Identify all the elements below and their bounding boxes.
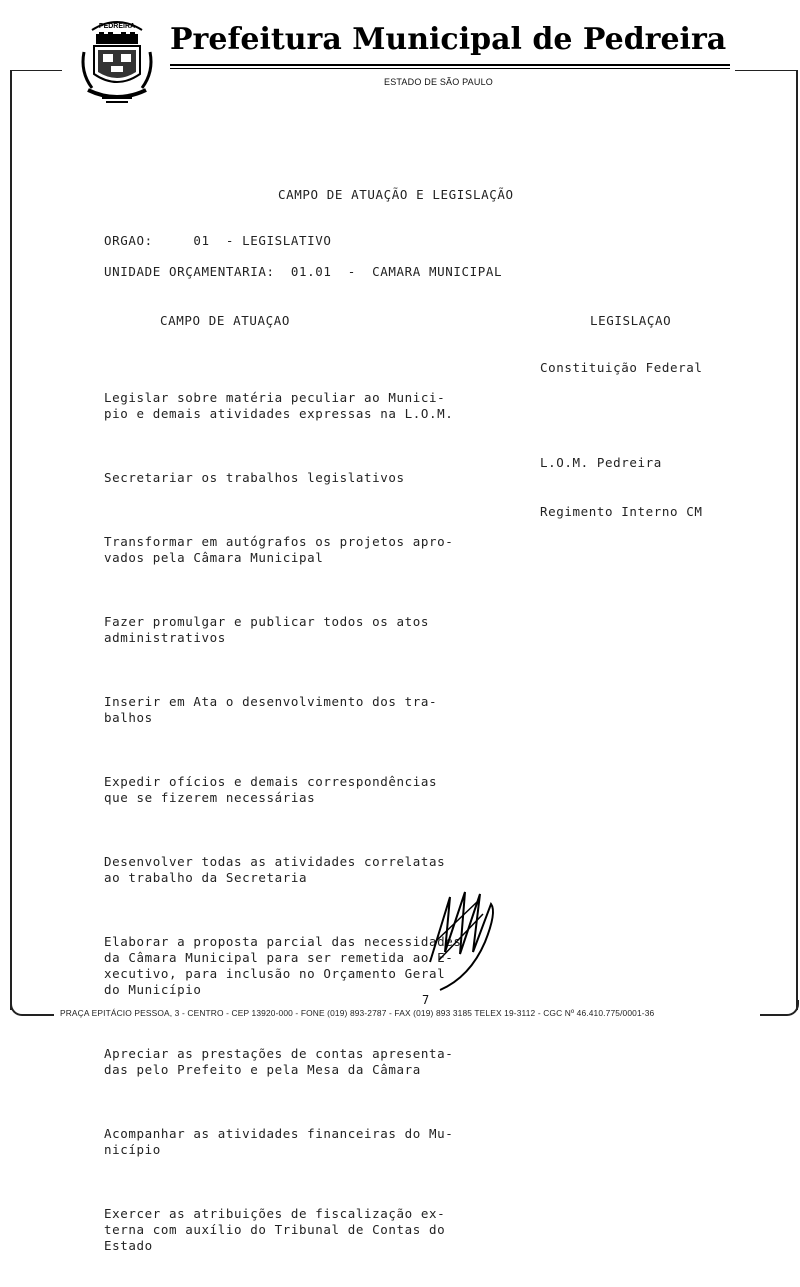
campo-line: Estado <box>104 1238 153 1253</box>
campo-line: Desenvolver todas as atividades correlatas <box>104 854 446 869</box>
campo-line: Fazer promulgar e publicar todos os atos <box>104 614 430 629</box>
campo-line: Exercer as atribuições de fiscalização ex- <box>104 1206 446 1221</box>
orgao-row <box>104 233 332 248</box>
state-subtitle: ESTADO DE SÃO PAULO <box>384 77 493 87</box>
campo-line: Expedir ofícios e demais correspondências <box>104 774 438 789</box>
campo-line: Secretariar os trabalhos legislativos <box>104 470 405 485</box>
campo-item <box>104 694 544 726</box>
campo-line: Legislar sobre matéria peculiar ao Munici- <box>104 390 446 405</box>
campo-line: que se fizerem necessárias <box>104 790 316 805</box>
footer-line-left <box>24 1014 54 1016</box>
frame-top-right <box>735 70 798 71</box>
frame-left <box>10 70 12 1010</box>
title-rule <box>170 64 730 66</box>
campo-line: Elaborar a proposta parcial das necessidades <box>104 934 462 949</box>
column-header-legislacao: LEGISLAÇAO <box>590 313 672 328</box>
frame-top-left <box>10 70 62 71</box>
campo-line: vados pela Câmara Municipal <box>104 550 324 565</box>
campo-item <box>104 390 544 422</box>
campo-item <box>104 614 544 646</box>
campo-line: Inserir em Ata o desenvolvimento dos tra- <box>104 694 438 709</box>
campo-line: do Município <box>104 982 202 997</box>
campo-line: Apreciar as prestações de contas apresenta- <box>104 1046 454 1061</box>
campo-line: Acompanhar as atividades financeiras do Mu- <box>104 1126 454 1141</box>
campo-line: das pelo Prefeito e pela Mesa da Câmara <box>104 1062 421 1077</box>
unidade-label: UNIDADE ORÇAMENTARIA: <box>104 264 275 279</box>
campo-line: terna com auxílio do Tribunal de Contas do <box>104 1222 446 1237</box>
legislacao-item: L.O.M. Pedreira <box>540 455 662 470</box>
campo-line: administrativos <box>104 630 226 645</box>
page-title: Prefeitura Municipal de Pedreira <box>170 22 727 57</box>
column-header-campo: CAMPO DE ATUAÇAO <box>160 313 291 328</box>
section-title: CAMPO DE ATUAÇÃO E LEGISLAÇÃO <box>278 187 514 202</box>
campo-line: pio e demais atividades expressas na L.O.M. <box>104 406 454 421</box>
footer-address: PRAÇA EPITÁCIO PESSOA, 3 - CENTRO - CEP 13920-000 - FONE (019) 893-2787 - FAX (019) 893 3185 TELEX 19-3112 - CGC Nº 46.410.775/0001-36 <box>60 1008 655 1018</box>
page-number: 7 <box>422 993 430 1007</box>
signature-icon <box>425 882 505 992</box>
legislacao-item: Regimento Interno CM <box>540 504 703 519</box>
campo-item <box>104 774 544 806</box>
campo-line: da Câmara Municipal para ser remetida ao E- <box>104 950 454 965</box>
campo-item <box>104 1126 544 1158</box>
unidade-row <box>104 264 502 279</box>
svg-text:PEDREIRA: PEDREIRA <box>98 23 136 30</box>
coat-of-arms-icon <box>78 12 156 108</box>
campo-item <box>104 534 544 566</box>
unidade-value: 01.01 - CAMARA MUNICIPAL <box>290 264 503 279</box>
campo-line: xecutivo, para inclusão no Orçamento Geral <box>104 966 446 981</box>
campo-item <box>104 470 544 486</box>
frame-right <box>796 70 798 1010</box>
campo-line: Transformar em autógrafos os projetos apro- <box>104 534 454 549</box>
campo-item <box>104 1046 544 1078</box>
campo-line: ao trabalho da Secretaria <box>104 870 308 885</box>
orgao-label: ORGAO: <box>104 233 153 248</box>
campo-item <box>104 1206 544 1254</box>
legislacao-item: Constituição Federal <box>540 360 703 375</box>
campo-list <box>104 360 544 1287</box>
title-rule-thin <box>170 68 730 69</box>
campo-line: balhos <box>104 710 153 725</box>
campo-line: nicípio <box>104 1142 161 1157</box>
orgao-value: 01 - LEGISLATIVO <box>193 233 332 248</box>
footer-line-right <box>760 1014 786 1016</box>
